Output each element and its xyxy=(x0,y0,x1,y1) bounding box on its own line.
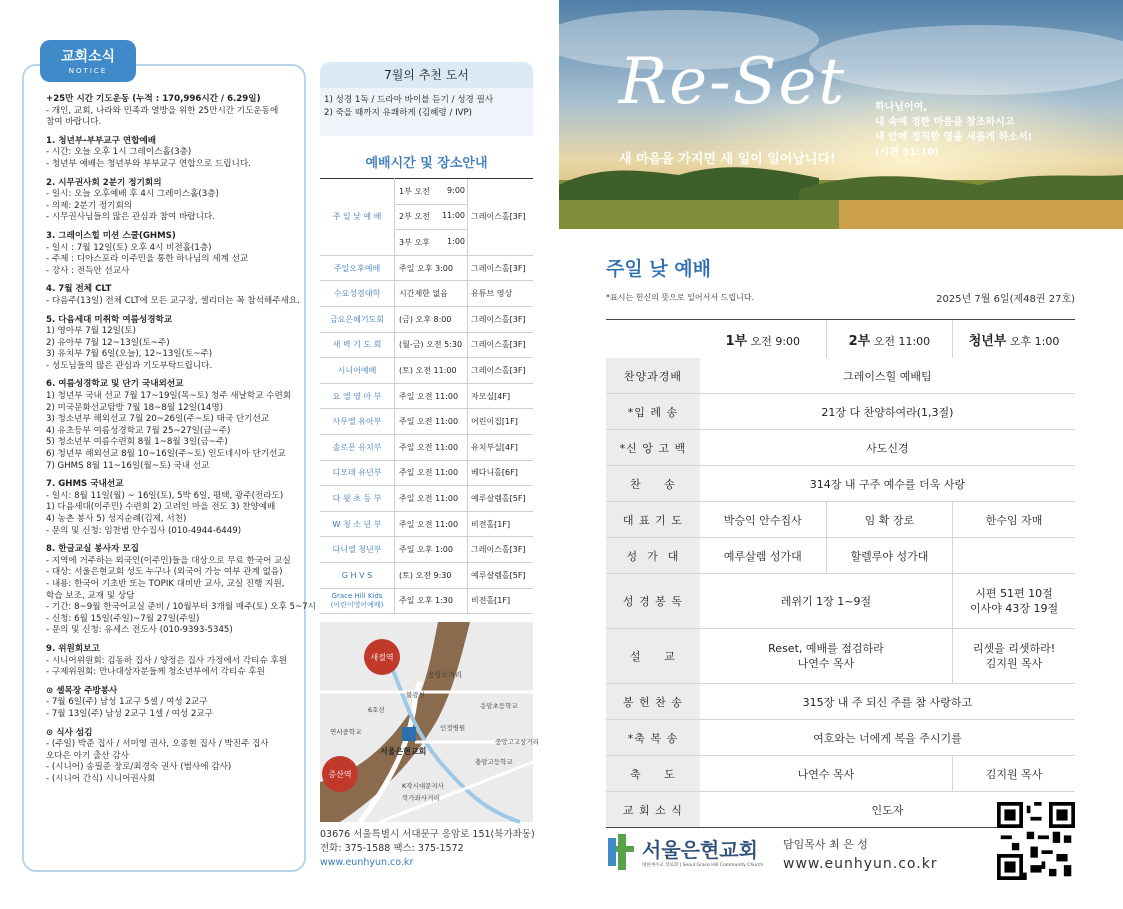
notice-section xyxy=(46,94,302,129)
schedule-service-name: 금요은혜기도회 xyxy=(320,306,395,332)
notice-line: - 일시: 오늘 오후예배 후 4시 그레이스홀(3층) xyxy=(46,189,219,200)
order-label: 축 도 xyxy=(606,756,700,792)
notice-line: 7) GHMS 8월 11~16일(월~토) 국내 선교 xyxy=(46,460,210,471)
order-cell: 박승익 안수집사 xyxy=(700,502,826,538)
notice-section xyxy=(46,136,302,171)
schedule-row xyxy=(320,179,533,205)
schedule-place: 그레이스홀[3F] xyxy=(468,306,534,332)
order-header-row xyxy=(606,320,1075,359)
verse-line: 내 속에 정한 마음을 창조하시고 xyxy=(875,117,1015,128)
qr-code[interactable] xyxy=(997,802,1075,880)
order-label: 봉 헌 찬 송 xyxy=(606,684,700,720)
map-label: 불광천 xyxy=(406,691,425,699)
verse-ref: (시편 51:10) xyxy=(875,147,939,158)
schedule-time: 주일 오전 11:00 xyxy=(395,511,468,537)
notice-section-title: 6. 여름성경학교 및 단기 국내외선교 xyxy=(46,379,184,390)
books-list xyxy=(320,88,533,136)
schedule-service-name: 수요성경대학 xyxy=(320,281,395,307)
schedule-time: 주일 오전 11:00 xyxy=(395,434,468,460)
church-name: 서울은현교회 xyxy=(642,838,758,862)
schedule-row xyxy=(320,409,533,435)
schedule-row xyxy=(320,358,533,384)
notice-line: 4) 농촌 봉사 5) 성지순례(김제, 서천) xyxy=(46,514,187,524)
order-row xyxy=(606,574,1075,629)
map-label: 연서중학교 xyxy=(330,728,362,736)
order-row xyxy=(606,720,1075,756)
schedule-place: 유치부실[4F] xyxy=(468,434,534,460)
notice-line: - 7월 6일(주) 남성 1교구 5셀 / 여성 2교구 xyxy=(46,697,208,708)
map-label: 증산역 xyxy=(328,770,352,779)
schedule-service-name: Grace Hill Kids (어린이영어예배) xyxy=(320,588,395,614)
order-row xyxy=(606,430,1075,466)
schedule-service-name: 새 벽 기 도 회 xyxy=(320,332,395,358)
notice-line: - 성도님들의 많은 관심과 기도부탁드립니다. xyxy=(46,360,213,371)
schedule-row xyxy=(320,511,533,537)
ampm: 오전 xyxy=(414,186,430,196)
footer-website[interactable]: www.eunhyun.co.kr xyxy=(783,856,938,872)
qr-icon xyxy=(997,802,1075,880)
notice-tab-sub: NOTICE xyxy=(68,67,108,75)
schedule-place: 그레이스홀[3F] xyxy=(468,537,534,563)
schedule-service-name: 다니엘 청년부 xyxy=(320,537,395,563)
contact-line: 전화: 375-1588 팩스: 375-1572 xyxy=(320,843,464,854)
notice-line: 참여 바랍니다. xyxy=(46,117,102,128)
order-header-cell xyxy=(953,320,1075,359)
church-logo xyxy=(606,832,776,872)
schedule-row xyxy=(320,588,533,614)
schedule-time: 주일 오후 3:00 xyxy=(395,255,468,281)
notice-section xyxy=(46,178,302,224)
notice-line: - (시니어 간식) 시니어권사회 xyxy=(46,773,156,784)
notice-line: 학습 보조, 교재 및 상담 xyxy=(46,590,135,601)
part: 2부 xyxy=(399,212,412,222)
order-cell: 임 확 장로 xyxy=(826,502,952,538)
service-part: 청년부 xyxy=(968,333,1007,349)
schedule-place: 그레이스홀[3F] xyxy=(468,179,534,256)
schedule-place: 예루살렘홀[5F] xyxy=(468,562,534,588)
order-header-cell xyxy=(826,320,952,359)
notice-line: - 일시: 8월 11일(월) ~ 16일(토), 5박 6일, 평택, 광주(전라도) xyxy=(46,490,284,501)
notice-line: 1) 다음세대(이주민) 수련회 2) 고려인 마을 전도 3) 찬양예배 xyxy=(46,502,276,513)
order-cell xyxy=(953,538,1075,574)
notice-line: - 문의 및 신청: 유세스 전도사 (010-9393-5345) xyxy=(46,625,233,636)
order-cell: 할렐루야 성가대 xyxy=(826,538,952,574)
schedule-place: 그레이스홀[3F] xyxy=(468,332,534,358)
book-line: 1) 성경 1독 / 드라마 바이블 듣기 / 성경 필사 xyxy=(324,95,494,105)
notice-tab xyxy=(40,40,136,82)
notice-section xyxy=(46,544,316,637)
map-label: 북가좌사거리 xyxy=(402,794,440,802)
order-row xyxy=(606,756,1075,792)
map-graphic xyxy=(320,622,539,822)
notice-line: - 지역에 거주하는 외국인(이주민)들을 대상으로 무료 한국어 교실 xyxy=(46,555,291,566)
map-label: 중앙고교삼거리 xyxy=(495,738,539,746)
order-label: *신 앙 고 백 xyxy=(606,430,700,466)
schedule-time xyxy=(395,204,468,230)
order-label: 설 교 xyxy=(606,629,700,684)
order-row xyxy=(606,538,1075,574)
order-cell: 레위기 1장 1~9절 xyxy=(700,574,953,629)
address-line: 03676 서울특별시 서대문구 응암로 151(북가좌동) xyxy=(320,829,535,840)
notice-list xyxy=(46,94,316,864)
service-time: 오후 1:00 xyxy=(1009,334,1060,348)
notice-line: 3) 청소년부 해외선교 7월 20~26일(주~토) 태국 단기선교 xyxy=(46,414,270,425)
notice-section xyxy=(46,284,302,307)
notice-line: - (시니어) 송필준 장로/최경숙 권사 (범사에 감사) xyxy=(46,762,232,773)
schedule-row xyxy=(320,306,533,332)
verse-line: 하나님이여, xyxy=(875,102,928,113)
schedule-service-name: G H V S xyxy=(320,562,395,588)
schedule-row xyxy=(320,255,533,281)
notice-line: 3) 유치부 7월 6일(오늘), 12~13일(토~주) xyxy=(46,349,213,360)
order-cell: Reset, 예배를 점검하라 나연수 목사 xyxy=(700,629,953,684)
order-cell: 나연수 목사 xyxy=(700,756,953,792)
order-label: 성 경 봉 독 xyxy=(606,574,700,629)
schedule-time: 주일 오전 11:00 xyxy=(395,383,468,409)
order-label: *축 복 송 xyxy=(606,720,700,756)
schedule-place: 예루살렘홀[5F] xyxy=(468,486,534,512)
order-cell: 시편 51편 10절 이사야 43장 19절 xyxy=(953,574,1075,629)
map-label: 새절역 xyxy=(370,653,394,662)
notice-line: - 7월 13일(주) 남성 2교구 1셀 / 여성 2교구 xyxy=(46,708,213,719)
order-cell: 인도자 xyxy=(700,792,1075,828)
schedule-service-name: 시니어예배 xyxy=(320,358,395,384)
hero-verse xyxy=(875,100,1032,160)
notice-line: 오다은 아기 출산 감사 xyxy=(46,750,129,761)
schedule-time: (토) 오전 9:30 xyxy=(395,562,468,588)
notice-section xyxy=(46,315,302,373)
notice-section-title: 3. 그레이스힐 미션 스쿨(GHMS) xyxy=(46,230,176,241)
schedule-row xyxy=(320,460,533,486)
notice-line: 2) 미국문화선교탐방 7월 18~8월 12일(14명) xyxy=(46,402,224,413)
schedule-time: 주일 오후 1:30 xyxy=(395,588,468,614)
notice-section-title: ⊙ 식사 섬김 xyxy=(46,727,93,738)
schedule-time: 주일 오후 1:00 xyxy=(395,537,468,563)
notice-line: - 청년부 예배는 청년부와 부부교구 연합으로 드립니다. xyxy=(46,158,251,169)
schedule-place: 자모실[4F] xyxy=(468,383,534,409)
order-cell: 한수임 자매 xyxy=(953,502,1075,538)
schedule-service-name: 디모데 유년부 xyxy=(320,460,395,486)
notice-section-title: 1. 청년부-부부교구 연합예배 xyxy=(46,135,157,146)
order-row xyxy=(606,394,1075,430)
schedule-row xyxy=(320,332,533,358)
schedule-time: (토) 오전 11:00 xyxy=(395,358,468,384)
map-label: 충암고등학교 xyxy=(475,758,513,766)
notice-line: 1) 청년부 국내 선교 7월 17~19일(목~토) 청주 새날학교 수련회 xyxy=(46,391,292,402)
order-row xyxy=(606,684,1075,720)
schedule-service-name: 주일오후예배 xyxy=(320,255,395,281)
cross-icon xyxy=(606,834,638,870)
notice-line: - 기간: 8~9월 한국어교실 준비 / 10월부터 3개월 매주(토) 오후 5~7시 xyxy=(46,602,316,613)
clock: 1:00 xyxy=(447,236,465,246)
notice-section-title: 8. 한글교실 봉사자 모집 xyxy=(46,544,139,555)
map-label: 인정병원 xyxy=(440,724,466,732)
schedule-time xyxy=(395,179,468,205)
page-title: 주일 낮 예배 xyxy=(606,258,711,280)
website-link[interactable]: www.eunhyun.co.kr xyxy=(320,857,414,868)
notice-line: - 시무권사님들의 많은 관심과 참여 바랍니다. xyxy=(46,212,215,223)
part: 1부 xyxy=(399,186,412,196)
schedule-service-name: 요 엘 영 아 부 xyxy=(320,383,395,409)
notice-section xyxy=(46,644,302,679)
order-cell: 그레이스힐 예배팀 xyxy=(700,358,1075,394)
clock: 9:00 xyxy=(447,185,465,195)
notice-section xyxy=(46,479,302,537)
schedule-row xyxy=(320,434,533,460)
notice-section-title: 9. 위원회보고 xyxy=(46,643,100,654)
order-cell: 예루살렘 성가대 xyxy=(700,538,826,574)
schedule-time: (월-금) 오전 5:30 xyxy=(395,332,468,358)
order-cell: 314장 내 구주 예수를 더욱 사랑 xyxy=(700,466,1075,502)
map-label: 응암오거리 xyxy=(428,671,462,679)
notice-line: +25만 시간 기도운동 (누적 : 170,996시간 / 6.29일) xyxy=(46,94,261,104)
pastor-name: 담임목사 최 은 성 xyxy=(783,838,868,851)
location-map xyxy=(320,622,539,822)
notice-section xyxy=(46,231,302,277)
schedule-time xyxy=(395,230,468,256)
part: 3부 xyxy=(399,237,412,247)
notice-line: - 시간: 오늘 오후 1시 그레이스홀(3층) xyxy=(46,147,192,158)
schedule-place: 유튜브 영상 xyxy=(468,281,534,307)
notice-line: - (주일) 박준 집사 / 서미영 권사, 오종현 집사 / 박진주 집사 xyxy=(46,739,269,750)
issue-date: 2025년 7월 6일(제48권 27호) xyxy=(936,294,1075,305)
schedule-time: 주일 오전 11:00 xyxy=(395,486,468,512)
schedule-row xyxy=(320,537,533,563)
order-cell: 21장 다 찬양하여라(1,3절) xyxy=(700,394,1075,430)
order-row xyxy=(606,358,1075,394)
schedule-row xyxy=(320,486,533,512)
books-title: 7월의 추천 도서 xyxy=(320,62,533,88)
address-block xyxy=(320,828,540,870)
notice-section xyxy=(46,379,302,472)
schedule-place: 그레이스홀[3F] xyxy=(468,358,534,384)
order-row xyxy=(606,629,1075,684)
notice-section-title: 4. 7월 전체 CLT xyxy=(46,284,112,295)
notice-line: 6) 청년부 해외선교 8월 10~16일(주~토) 인도네시아 단기선교 xyxy=(46,449,286,460)
order-cell: 사도신경 xyxy=(700,430,1075,466)
schedule-place: 비전홀[1F] xyxy=(468,588,534,614)
order-cell: 315장 내 주 되신 주를 참 사랑하고 xyxy=(700,684,1075,720)
order-label: 교 회 소 식 xyxy=(606,792,700,828)
map-label: 응암초등학교 xyxy=(480,702,518,710)
schedule-service-name: 솔로몬 유치부 xyxy=(320,434,395,460)
order-row xyxy=(606,502,1075,538)
notice-line: - 대상: 서울은현교회 성도 누구나 (외국어 가능 여부 관계 없음) xyxy=(46,567,283,578)
schedule-time: 주일 오전 11:00 xyxy=(395,460,468,486)
service-time: 오전 11:00 xyxy=(873,334,931,348)
map-label: K작시대문지사 xyxy=(402,782,444,790)
order-label: 대 표 기 도 xyxy=(606,502,700,538)
notice-section-title: 5. 다음세대 미취학 여름성경학교 xyxy=(46,314,173,325)
notice-line: - 신청: 6월 15일(주일)~7월 27일(주일) xyxy=(46,613,200,624)
order-header-cell xyxy=(700,320,826,359)
notice-tab-label: 교회소식 xyxy=(60,49,116,65)
notice-line: - 내용: 한국어 기초반 또는 TOPIK 대비반 교사, 교실 진행 지원, xyxy=(46,578,285,589)
notice-line: - 구제위원회: 만나대상자분들께 청소년부에서 각티슈 후원 xyxy=(46,667,265,678)
worship-order-table xyxy=(606,319,1075,828)
notice-line: - 의제: 2분기 정기회의 xyxy=(46,200,133,211)
schedule-time: 주일 오전 11:00 xyxy=(395,409,468,435)
book-line: 2) 죽을 때까지 유쾌하게 (김혜령 / IVP) xyxy=(324,108,473,118)
hero-script-title: Re-Set xyxy=(619,45,847,119)
schedule-row xyxy=(320,281,533,307)
notice-section-title: 7. GHMS 국내선교 xyxy=(46,479,124,490)
notice-line: 5) 청소년부 여름수련회 8월 1~8월 3일(금~주) xyxy=(46,437,228,448)
service-guide-title: 예배시간 및 장소안내 xyxy=(365,156,488,171)
schedule-place: 그레이스홀[3F] xyxy=(468,255,534,281)
schedule-row xyxy=(320,383,533,409)
notice-line: - 주제 : 디아스포라 이주민을 통한 하나님의 세계 선교 xyxy=(46,254,249,265)
service-part: 2부 xyxy=(848,333,871,349)
order-label: 찬양과경배 xyxy=(606,358,700,394)
notice-line: 2) 유아부 7월 12~13일(토~주) xyxy=(46,337,170,348)
schedule-time: 시간제한 없음 xyxy=(395,281,468,307)
order-label: *입 례 송 xyxy=(606,394,700,430)
notice-section-title: 2. 시무권사회 2분기 정기회의 xyxy=(46,177,162,188)
standing-note: *표시는 헌신의 뜻으로 일어서서 드립니다. xyxy=(606,293,755,302)
church-sub: 대한예수교 장로회 | Seoul Grace Hill Community Church xyxy=(642,863,764,868)
schedule-service-name: 다 윗 초 등 부 xyxy=(320,486,395,512)
notice-line: - 강사 : 전득안 선교사 xyxy=(46,265,130,276)
schedule-service-name: 사무엘 유아부 xyxy=(320,409,395,435)
verse-line: 내 안에 정직한 영을 새롭게 하소서! xyxy=(875,132,1033,143)
notice-line: - 다음주(13일) 전체 CLT에 모든 교구장, 셀리더는 꼭 참석해주세요. xyxy=(46,295,300,306)
notice-line: 1) 영아부 7월 12일(토) xyxy=(46,326,136,337)
notice-section xyxy=(46,728,302,786)
notice-line: - 일시 : 7월 12일(토) 오후 4시 비전홀(1층) xyxy=(46,242,212,253)
notice-line: - 문의 및 신청: 임찬범 안수집사 (010-4944-6449) xyxy=(46,525,242,536)
order-label: 찬 송 xyxy=(606,466,700,502)
order-cell: 여호와는 너에게 복을 주시기를 xyxy=(700,720,1075,756)
map-label: 6호선 xyxy=(368,706,385,714)
service-part: 1부 xyxy=(725,333,748,349)
schedule-place: 비전홀[1F] xyxy=(468,511,534,537)
hero-banner xyxy=(559,0,1123,229)
service-schedule-table xyxy=(320,178,533,614)
schedule-time: (금) 오후 8:00 xyxy=(395,306,468,332)
service-time: 오전 9:00 xyxy=(750,334,801,348)
schedule-row xyxy=(320,562,533,588)
schedule-service-name: W 청 소 년 부 xyxy=(320,511,395,537)
notice-line: - 개인, 교회, 나라와 민족과 열방을 위한 25만시간 기도운동에 xyxy=(46,105,279,116)
ampm: 오전 xyxy=(414,212,430,222)
notice-section xyxy=(46,686,302,721)
map-label: 서울은현교회 xyxy=(380,747,427,756)
ampm: 오후 xyxy=(414,237,430,247)
notice-line: - 시니어위원회: 김동하 집사 / 양정은 집사 가정에서 각티슈 후원 xyxy=(46,655,288,666)
notice-section-title: ⊙ 셀목장 주방봉사 xyxy=(46,685,118,696)
clock: 11:00 xyxy=(441,211,465,221)
schedule-service-name: 주 일 낮 예 배 xyxy=(320,179,395,256)
notice-line: 4) 유초등부 여름성경학교 7월 25~27일(금~주) xyxy=(46,425,231,436)
order-row xyxy=(606,466,1075,502)
order-label: 성 가 대 xyxy=(606,538,700,574)
schedule-place: 베다니홀[6F] xyxy=(468,460,534,486)
schedule-place: 어린이집[1F] xyxy=(468,409,534,435)
order-header-blank xyxy=(606,320,700,359)
order-cell: 김지원 목사 xyxy=(953,756,1075,792)
order-cell: 리셋을 리셋하라! 김지원 목사 xyxy=(953,629,1075,684)
hero-subtitle: 새 마음을 가지면 새 일이 일어납니다! xyxy=(619,152,836,167)
